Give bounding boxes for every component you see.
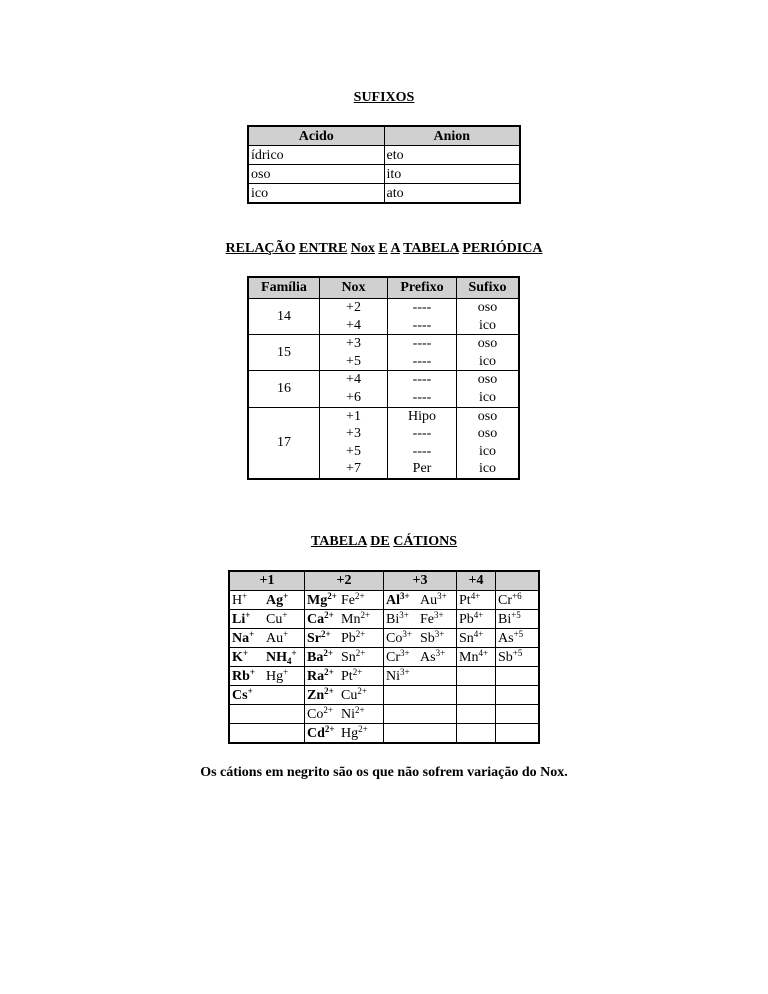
cation-cell: [305, 591, 384, 610]
prefix-cell: ---- ----: [388, 335, 457, 371]
cation-ion: $Ca^{2+}$: [307, 609, 334, 627]
table-cell: oso: [248, 165, 384, 184]
cation-cell: [457, 648, 496, 667]
table-header-row: [229, 571, 539, 591]
header-charge-2: +2: [305, 571, 384, 591]
cation-cell: [457, 629, 496, 648]
suffixes-title: SUFIXOS: [353, 90, 415, 105]
table-cell: ico: [248, 184, 384, 204]
header-charge-other: [496, 571, 540, 591]
cation-cell: [496, 591, 540, 610]
header-acido: Acido: [248, 126, 384, 146]
header-familia: Família: [248, 277, 320, 299]
cation-cell: [229, 591, 305, 610]
cation-cell: [305, 705, 384, 724]
suffix-cell: oso ico: [457, 299, 520, 335]
family-cell: 14: [248, 299, 320, 335]
table-row: [248, 407, 519, 479]
cation-ion: $Fe^{2+}$: [341, 590, 365, 608]
cation-ion: Ag+: [266, 590, 289, 608]
cation-cell: [229, 610, 305, 629]
cation-cell: [384, 705, 457, 724]
cation-cell: [229, 686, 305, 705]
cation-ion: Na+: [232, 628, 255, 646]
cation-cell: [384, 686, 457, 705]
cation-ion: Au+: [266, 628, 289, 646]
cation-cell: [384, 667, 457, 686]
cation-cell: [457, 610, 496, 629]
cation-ion: Hg+: [266, 666, 289, 684]
cation-cell: [305, 629, 384, 648]
cation-cell: [457, 705, 496, 724]
cation-ion: $Sb^{3+}$: [420, 628, 445, 646]
cations-table: [228, 570, 540, 744]
table-row: [229, 610, 539, 629]
cation-ion: $Pt^{2+}$: [341, 666, 363, 684]
cation-cell: [496, 667, 540, 686]
header-charge-3: +3: [384, 571, 457, 591]
cation-cell: [305, 686, 384, 705]
cation-cell: [305, 610, 384, 629]
cation-cell: [496, 629, 540, 648]
table-row: [229, 686, 539, 705]
cation-cell: [457, 686, 496, 705]
table-row: [229, 705, 539, 724]
cation-ion: $Mn^{4+}$: [459, 647, 489, 665]
table-header-row: [248, 277, 519, 299]
table-row: [229, 667, 539, 686]
table-header-row: [248, 126, 520, 146]
cation-cell: [384, 724, 457, 744]
cation-ion: K+: [232, 647, 249, 665]
family-cell: 16: [248, 371, 320, 407]
table-row: [248, 165, 520, 184]
cation-cell: [496, 686, 540, 705]
table-row: [248, 299, 519, 335]
cation-ion: $Hg^{2+}$: [341, 723, 368, 741]
cation-ion: $Sb^{+5}$: [498, 647, 523, 665]
cation-ion: Li+: [232, 609, 251, 627]
table-row: [248, 146, 520, 165]
header-anion: Anion: [384, 126, 520, 146]
family-cell: 17: [248, 407, 320, 479]
table-row: [229, 629, 539, 648]
cation-ion: $Cd^{2+}$: [307, 723, 335, 741]
cation-cell: [496, 705, 540, 724]
cation-cell: [229, 667, 305, 686]
cation-ion: H+: [232, 590, 248, 608]
cation-ion: $Pt^{4+}$: [459, 590, 481, 608]
cation-cell: [305, 648, 384, 667]
cation-ion: $Ra^{2+}$: [307, 666, 334, 684]
cations-title: TABELA DE CÁTIONS: [310, 534, 457, 549]
cation-cell: [229, 724, 305, 744]
cation-ion: Cs+: [232, 685, 253, 703]
header-charge-4: +4: [457, 571, 496, 591]
cation-cell: [384, 610, 457, 629]
cation-ion: $Cr^{+6}$: [498, 590, 522, 608]
suffix-cell: oso ico: [457, 371, 520, 407]
cation-ion: $Pb^{4+}$: [459, 609, 484, 627]
cation-ion: $Au^{3+}$: [420, 590, 447, 608]
cations-body: [229, 591, 539, 744]
cation-ion: $Ni^{2+}$: [341, 704, 365, 722]
family-cell: 15: [248, 335, 320, 371]
header-prefixo: Prefixo: [388, 277, 457, 299]
cation-cell: [384, 591, 457, 610]
suffix-cell: oso oso ico ico: [457, 407, 520, 479]
footnote: Os cátions em negrito são os que não sofrem variação do Nox.: [200, 765, 568, 780]
nox-cell: +3 +5: [320, 335, 388, 371]
cation-ion: $Cr^{3+}$: [386, 647, 410, 665]
cation-ion: $Co^{3+}$: [386, 628, 412, 646]
cation-cell: [496, 648, 540, 667]
cation-ion: $Mn^{2+}$: [341, 609, 371, 627]
table-row: [229, 648, 539, 667]
nox-cell: +4 +6: [320, 371, 388, 407]
cation-cell: [305, 667, 384, 686]
cation-cell: [305, 724, 384, 744]
cation-cell: [229, 705, 305, 724]
cation-ion: Rb+: [232, 666, 256, 684]
prefix-cell: ---- ----: [388, 371, 457, 407]
table-cell: ídrico: [248, 146, 384, 165]
table-cell: ato: [384, 184, 520, 204]
cation-ion: $Sn^{4+}$: [459, 628, 484, 646]
prefix-cell: Hipo ---- ---- Per: [388, 407, 457, 479]
nox-cell: +1 +3 +5 +7: [320, 407, 388, 479]
table-cell: eto: [384, 146, 520, 165]
cation-cell: [496, 610, 540, 629]
cation-ion: $As^{+5}$: [498, 628, 524, 646]
nox-cell: +2 +4: [320, 299, 388, 335]
cation-cell: [229, 629, 305, 648]
cation-ion: $Ba^{2+}$: [307, 647, 333, 665]
cation-ion: $Pb^{2+}$: [341, 628, 366, 646]
cation-ion: $Zn^{2+}$: [307, 685, 334, 703]
cation-ion: $Bi^{3+}$: [386, 609, 409, 627]
cation-cell: [457, 667, 496, 686]
cation-ion: $Fe^{3+}$: [420, 609, 444, 627]
cation-ion: $Co^{2+}$: [307, 704, 333, 722]
cation-cell: [384, 648, 457, 667]
cation-cell: [229, 648, 305, 667]
header-nox: Nox: [320, 277, 388, 299]
cation-ion: $Bi^{+5}$: [498, 609, 521, 627]
cation-cell: [457, 591, 496, 610]
table-row: [248, 335, 519, 371]
cation-ion: $Ni^{3+}$: [386, 666, 410, 684]
table-row: [229, 724, 539, 744]
relation-title: RELAÇÃO ENTRE Nox E A TABELA PERIÓDICA: [225, 241, 543, 256]
cation-cell: [496, 724, 540, 744]
cation-ion: $As^{3+}$: [420, 647, 446, 665]
table-row: [248, 371, 519, 407]
table-row: [229, 591, 539, 610]
relation-table: [247, 276, 520, 480]
cation-ion: $Cu^{2+}$: [341, 685, 367, 703]
header-sufixo: Sufixo: [457, 277, 520, 299]
cation-cell: [384, 629, 457, 648]
table-row: [248, 184, 520, 204]
prefix-cell: ---- ----: [388, 299, 457, 335]
cation-ion: Cu+: [266, 609, 288, 627]
table-cell: ito: [384, 165, 520, 184]
cation-ion: $Sn^{2+}$: [341, 647, 366, 665]
cation-cell: [457, 724, 496, 744]
cation-ion: $Al^{3+}$: [386, 590, 410, 608]
cation-ion: $Sr^{2+}$: [307, 628, 331, 646]
cation-ion: $NH_4^+$: [266, 647, 297, 666]
cation-ion: $Mg^{2+}$: [307, 590, 337, 608]
header-charge-1: +1: [229, 571, 305, 591]
suffixes-table: [247, 125, 521, 204]
suffix-cell: oso ico: [457, 335, 520, 371]
